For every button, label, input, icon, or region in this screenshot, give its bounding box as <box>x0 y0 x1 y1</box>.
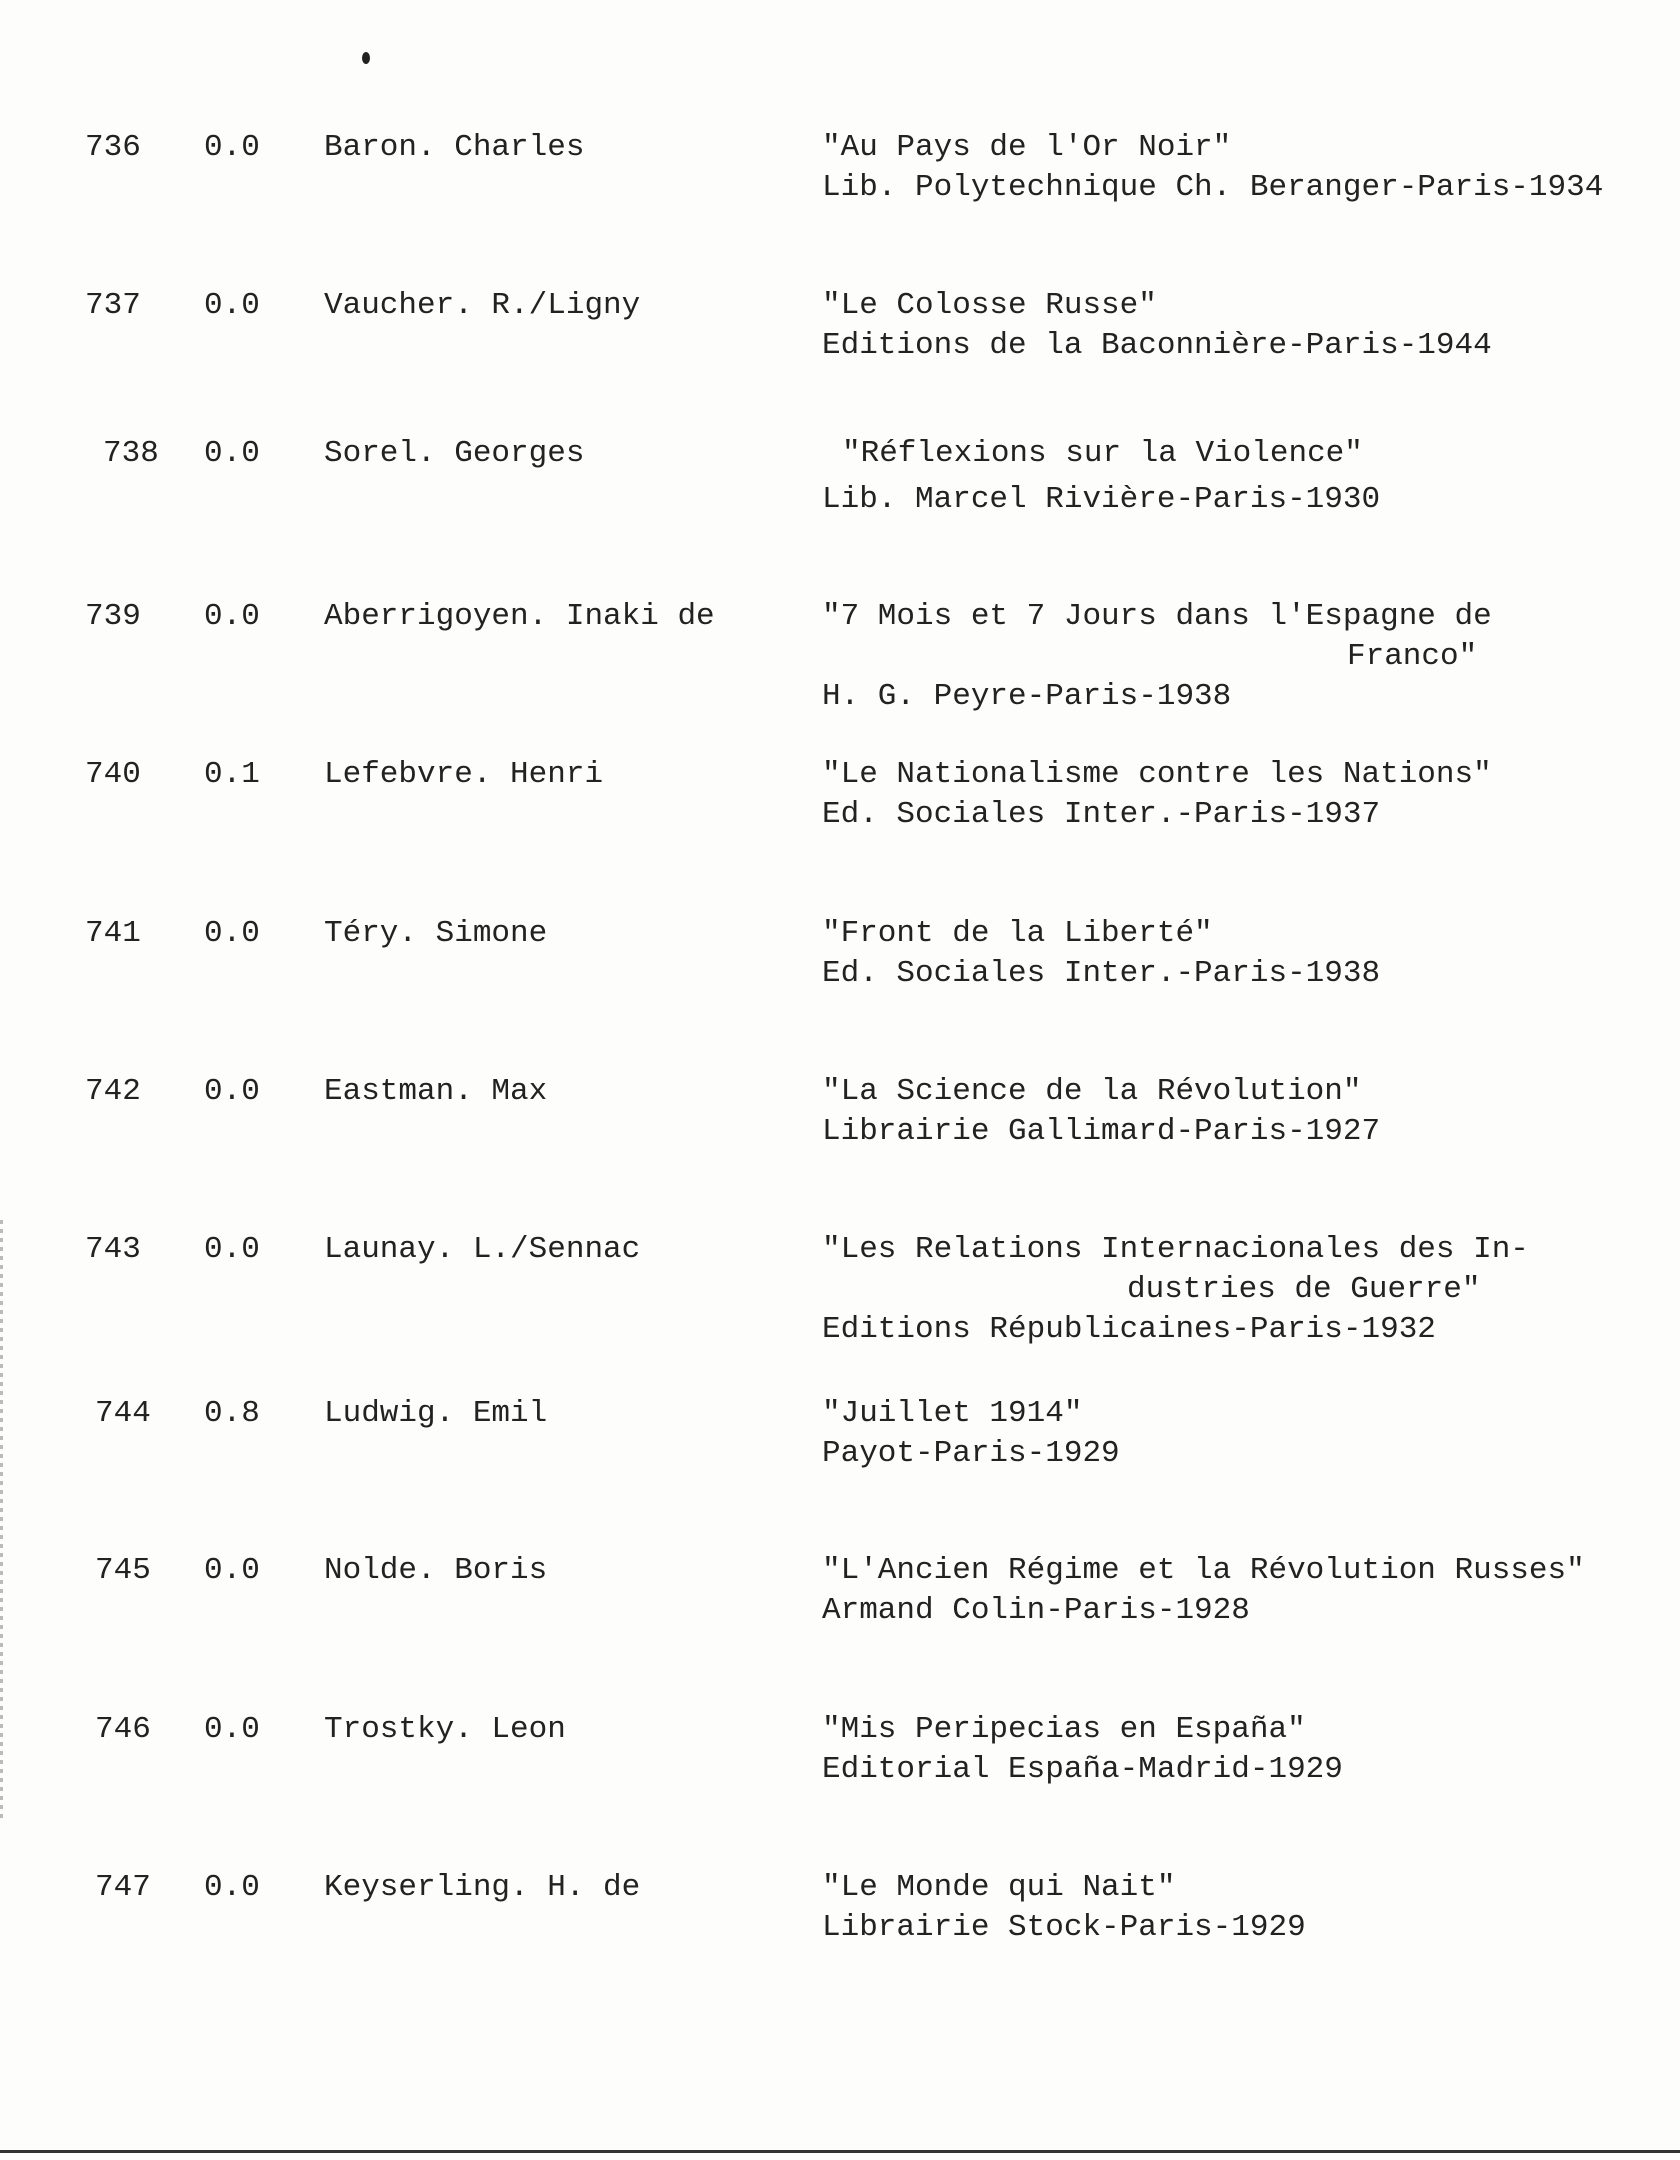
entry-author: Lefebvre. Henri <box>324 757 604 792</box>
title-line: "L'Ancien Régime et la Révolution Russes" <box>822 1553 1585 1588</box>
publisher-line: H. G. Peyre-Paris-1938 <box>822 679 1232 714</box>
title-line: "Juillet 1914" <box>822 1396 1083 1431</box>
entry-value: 0.0 <box>204 1232 260 1267</box>
entry-number: 747 <box>95 1870 151 1905</box>
bottom-rule <box>0 2150 1680 2153</box>
entry-title-publisher <box>822 128 1603 208</box>
title-line: "Réflexions sur la Violence" <box>842 436 1363 471</box>
entry-author: Sorel. Georges <box>324 436 585 471</box>
publisher-line: Lib. Polytechnique Ch. Beranger-Paris-1934 <box>822 170 1604 205</box>
entry-number: 736 <box>85 130 141 165</box>
title-line: "La Science de la Révolution" <box>822 1074 1362 1109</box>
entry-value: 0.0 <box>204 1074 260 1109</box>
title-line: dustries de Guerre" <box>1127 1272 1481 1307</box>
title-line: "Le Monde qui Nait" <box>822 1870 1176 1905</box>
publisher-line: Editions de la Baconnière-Paris-1944 <box>822 328 1492 363</box>
entry-value: 0.0 <box>204 1553 260 1588</box>
entry-number: 741 <box>85 916 141 951</box>
entry-author: Téry. Simone <box>324 916 548 951</box>
entry-author: Trostky. Leon <box>324 1712 566 1747</box>
entry-title-publisher <box>822 286 1492 366</box>
publisher-line: Ed. Sociales Inter.-Paris-1938 <box>822 956 1381 991</box>
title-line: Franco" <box>1347 639 1478 674</box>
entry-author: Baron. Charles <box>324 130 585 165</box>
entry-title-publisher <box>822 1551 1585 1631</box>
entry-value: 0.0 <box>204 288 260 323</box>
entry-author: Eastman. Max <box>324 1074 548 1109</box>
entry-number: 746 <box>95 1712 151 1747</box>
entry-number: 744 <box>95 1396 151 1431</box>
publisher-line: Payot-Paris-1929 <box>822 1436 1120 1471</box>
entry-author: Keyserling. H. de <box>324 1870 641 1905</box>
entry-title-publisher <box>822 1072 1380 1152</box>
publisher-line: Ed. Sociales Inter.-Paris-1937 <box>822 797 1381 832</box>
entry-value: 0.0 <box>204 1870 260 1905</box>
ink-mark <box>362 52 370 64</box>
entry-author: Nolde. Boris <box>324 1553 548 1588</box>
entry-value: 0.1 <box>204 757 260 792</box>
entry-value: 0.0 <box>204 130 260 165</box>
publisher-line: Librairie Stock-Paris-1929 <box>822 1910 1306 1945</box>
entry-number: 742 <box>85 1074 141 1109</box>
entry-value: 0.0 <box>204 1712 260 1747</box>
title-line: "Le Nationalisme contre les Nations" <box>822 757 1492 792</box>
entry-title-publisher <box>822 597 1492 717</box>
entry-value: 0.0 <box>204 436 260 471</box>
publisher-line: Editorial España-Madrid-1929 <box>822 1752 1343 1787</box>
publisher-line: Editions Républicaines-Paris-1932 <box>822 1312 1436 1347</box>
entry-value: 0.0 <box>204 599 260 634</box>
entry-value: 0.0 <box>204 916 260 951</box>
title-line: "Les Relations Internacionales des In- <box>822 1232 1529 1267</box>
page-edge-artifact <box>0 1220 3 1820</box>
publisher-line: Lib. Marcel Rivière-Paris-1930 <box>822 482 1381 517</box>
entry-number: 738 <box>103 436 159 471</box>
entry-title-publisher <box>822 1230 1529 1350</box>
entry-number: 739 <box>85 599 141 634</box>
entry-title-publisher <box>822 914 1380 994</box>
entry-author: Aberrigoyen. Inaki de <box>324 599 715 634</box>
title-line: "7 Mois et 7 Jours dans l'Espagne de <box>822 599 1492 634</box>
entry-number: 743 <box>85 1232 141 1267</box>
entry-title-publisher <box>822 1710 1343 1790</box>
entry-author: Launay. L./Sennac <box>324 1232 641 1267</box>
title-line: "Le Colosse Russe" <box>822 288 1157 323</box>
entry-author: Ludwig. Emil <box>324 1396 548 1431</box>
entry-title-publisher <box>822 755 1492 835</box>
entry-number: 737 <box>85 288 141 323</box>
publisher-line: Armand Colin-Paris-1928 <box>822 1593 1250 1628</box>
entry-title-publisher <box>822 1868 1306 1948</box>
title-line: "Mis Peripecias en España" <box>822 1712 1306 1747</box>
entry-value: 0.8 <box>204 1396 260 1431</box>
title-line: "Front de la Liberté" <box>822 916 1213 951</box>
entry-title-publisher <box>822 434 1380 520</box>
entry-number: 740 <box>85 757 141 792</box>
entry-title-publisher <box>822 1394 1120 1474</box>
entry-number: 745 <box>95 1553 151 1588</box>
title-line: "Au Pays de l'Or Noir" <box>822 130 1232 165</box>
entry-author: Vaucher. R./Ligny <box>324 288 641 323</box>
publisher-line: Librairie Gallimard-Paris-1927 <box>822 1114 1381 1149</box>
